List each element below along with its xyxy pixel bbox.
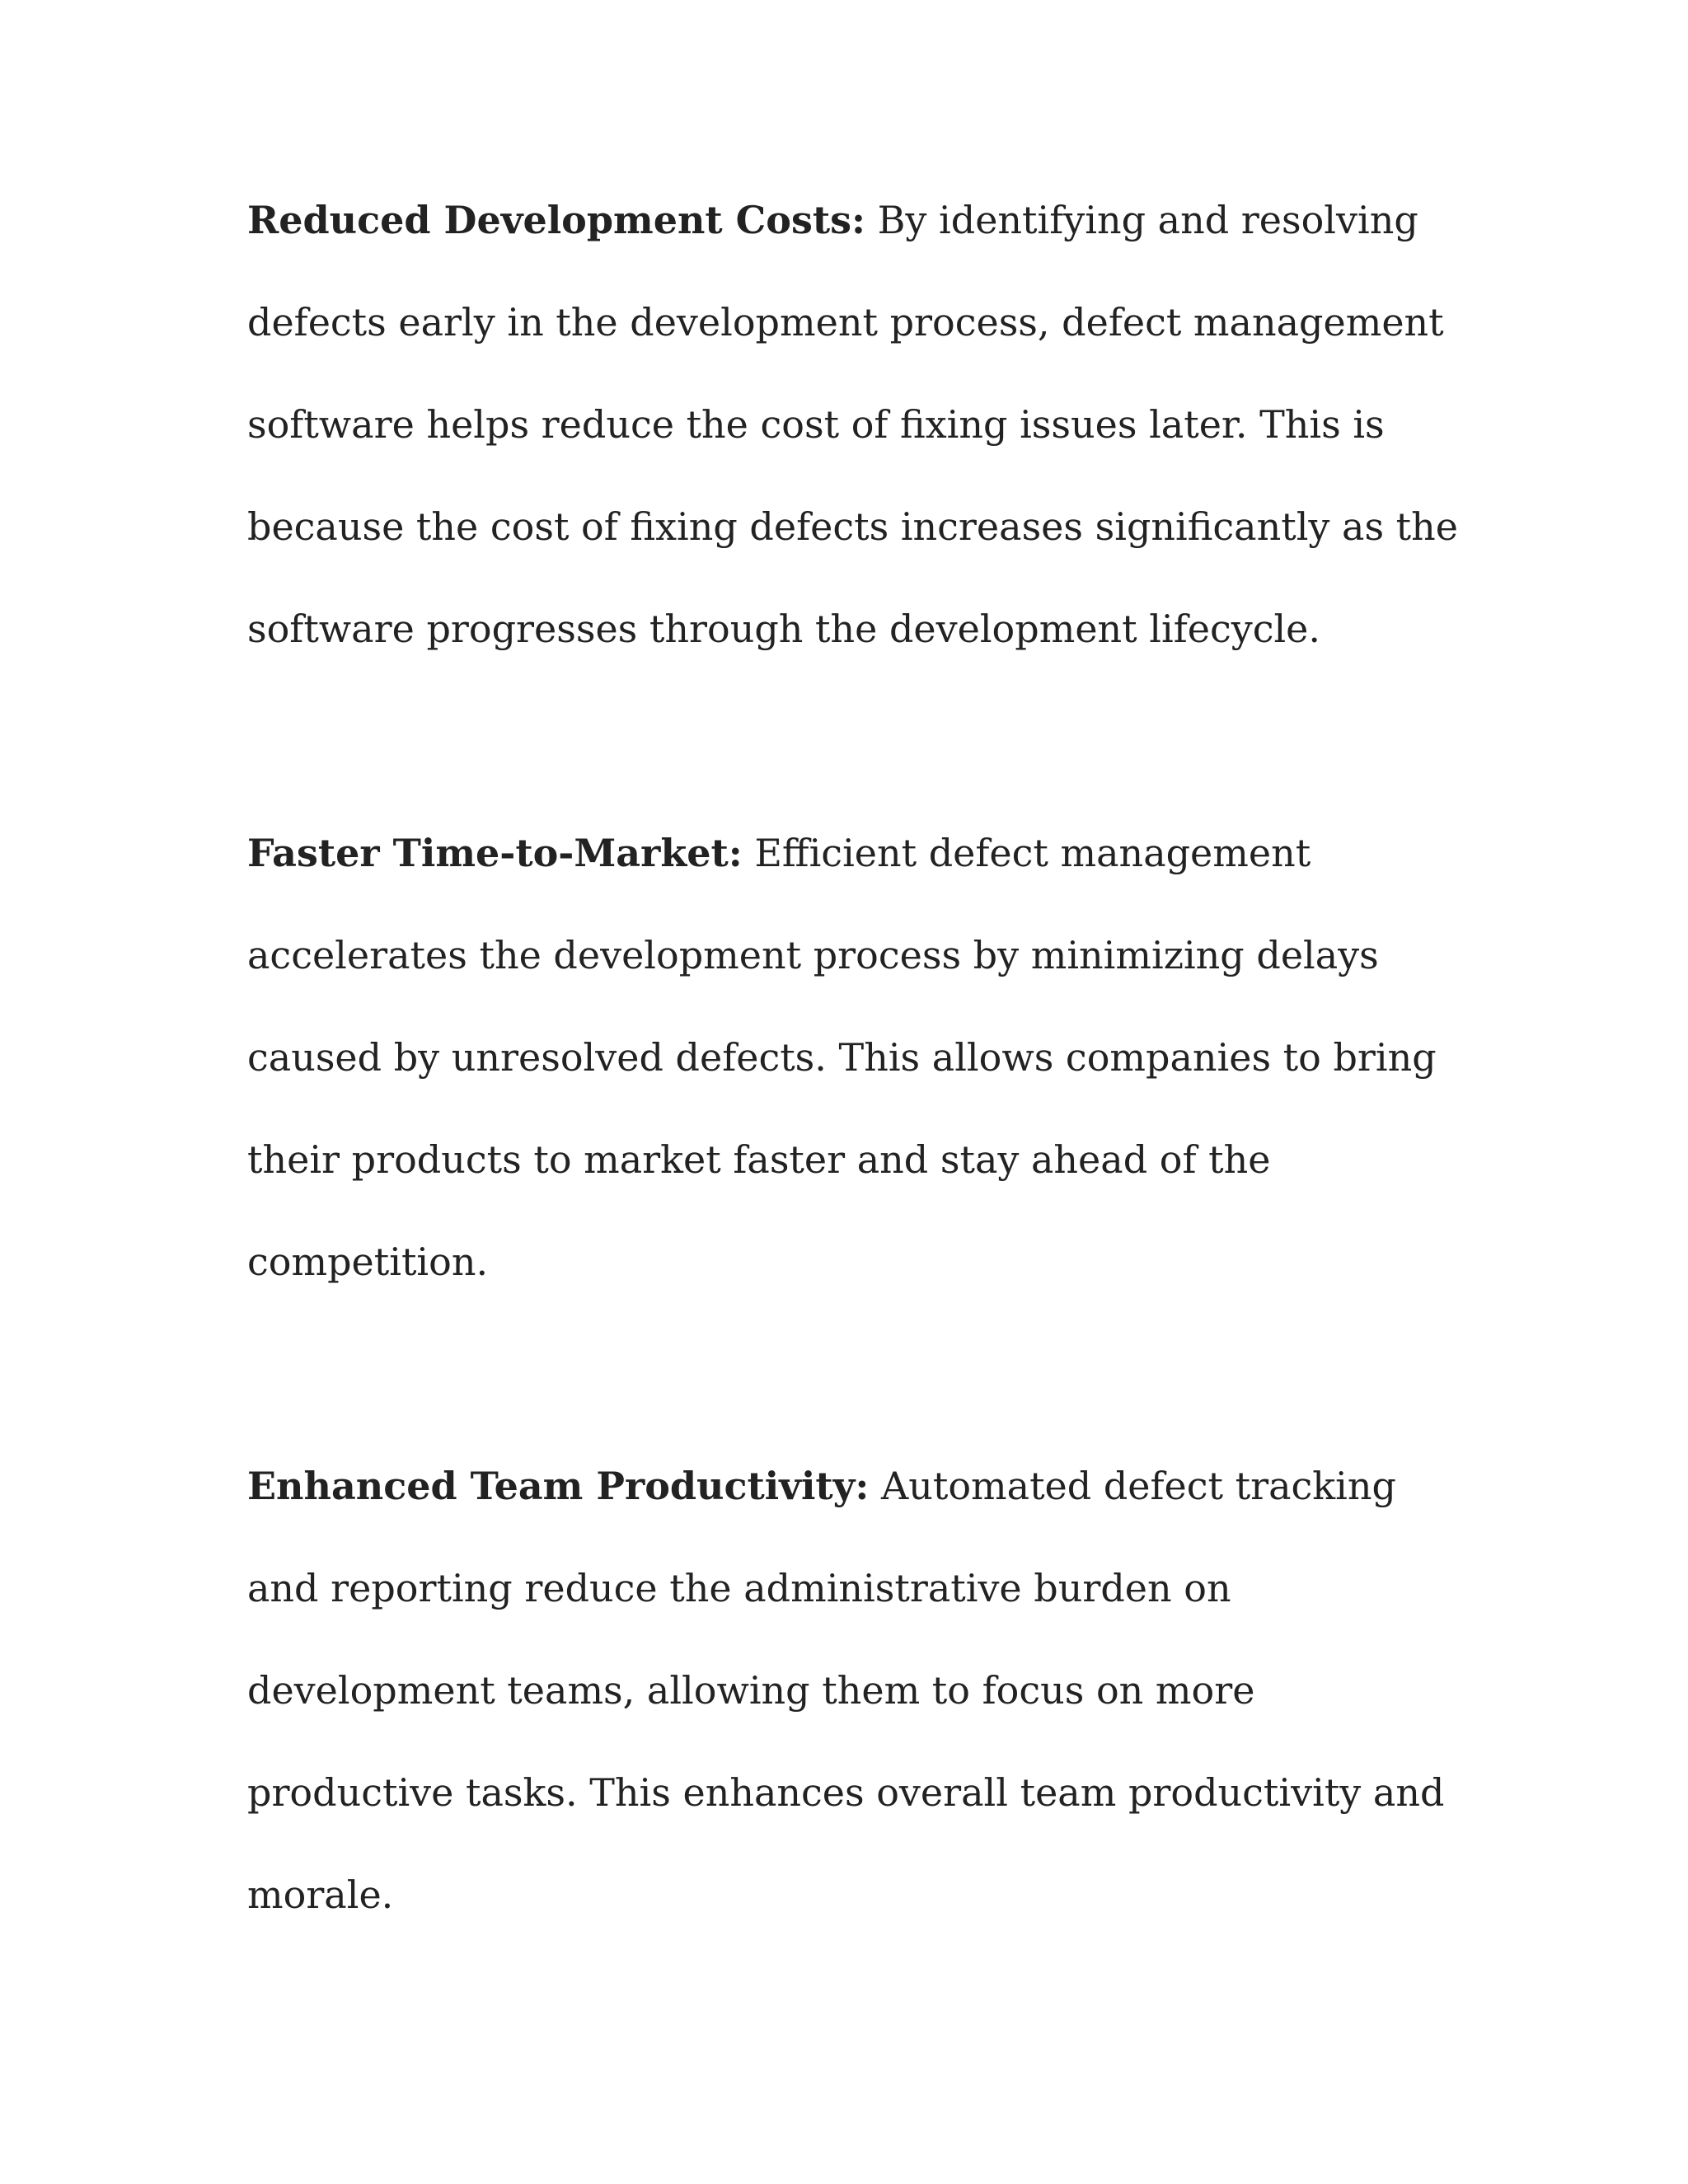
document-body bbox=[247, 169, 1467, 1946]
paragraph-text: By identifying and resolving defects early in the development process, defect management software helps reduce the cost of fixing issues later. This is because the cost of fixing defects increases significantly as the software progresses through the development lifecycle. bbox=[247, 198, 1459, 651]
paragraph-faster-time-to-market bbox=[247, 802, 1467, 1313]
paragraph-term: Faster Time-to-Market: bbox=[247, 831, 743, 875]
paragraph-term: Reduced Development Costs: bbox=[247, 198, 865, 242]
paragraph-term: Enhanced Team Productivity: bbox=[247, 1464, 870, 1508]
paragraph-reduced-development-costs bbox=[247, 169, 1467, 680]
paragraph-text: Automated defect tracking and reporting reduce the administrative burden on development teams, allowing them to focus on more productive tasks. This enhances overall team productivity and morale. bbox=[247, 1464, 1445, 1917]
paragraph-enhanced-team-productivity bbox=[247, 1435, 1467, 1946]
paragraph-text: Efficient defect management accelerates the development process by minimizing delays caused by unresolved defects. This allows companies to bring their products to market faster and stay ahead of the competition. bbox=[247, 831, 1437, 1284]
